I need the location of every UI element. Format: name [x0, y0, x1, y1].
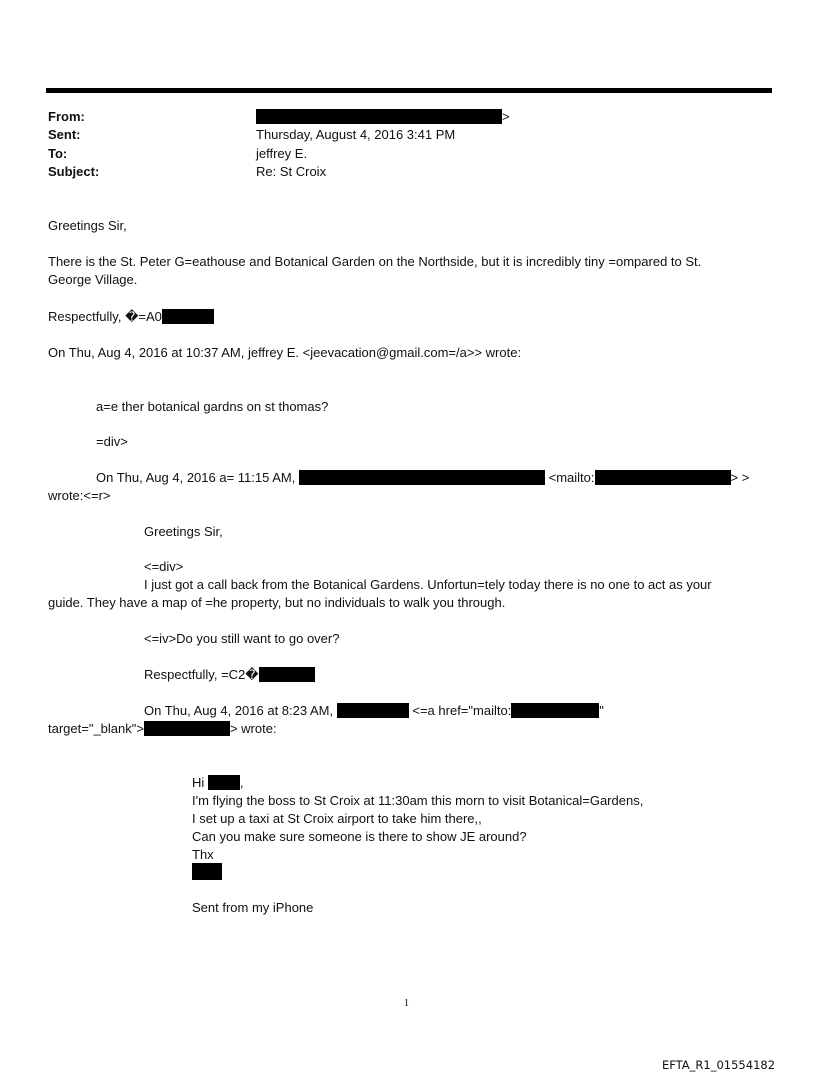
quote-header-2-suffix: > > [730, 470, 750, 485]
redaction-block [256, 109, 502, 124]
redaction-block [595, 470, 731, 485]
paragraph-line-1: There is the St. Peter G=eathouse and Botanical Garden on the Northside, but it is incredibly tiny =ompared to St. [48, 254, 702, 269]
quoted-greeting: Greetings Sir, [144, 524, 223, 539]
quoted-line-2: guide. They have a map of =he property, but no individuals to walk you through. [48, 595, 506, 610]
page-number: 1 [404, 998, 409, 1009]
sign-off-text: Respectfully, �=A0 [48, 309, 162, 324]
quoted-sign-off [144, 666, 315, 683]
redaction-block [208, 775, 240, 790]
redaction-block [162, 309, 214, 324]
redaction-block [299, 470, 545, 485]
quoted-line-1: I just got a call back from the Botanical Gardens. Unfortun=tely today there is no one to act as your [144, 577, 712, 592]
quote-header-2-text: On Thu, Aug 4, 2016 a= 11:15 AM, [96, 470, 296, 485]
comma-text: , [239, 775, 244, 790]
quoted-sign-off-text: Respectfully, =C2� [144, 667, 259, 682]
redaction-block [192, 863, 222, 880]
paragraph-line-2: George Village. [48, 272, 138, 287]
quote-header-2 [96, 469, 749, 486]
quote-header-3-text: On Thu, Aug 4, 2016 at 8:23 AM, [144, 703, 334, 718]
hi-text: Hi [192, 775, 205, 790]
sent-from-iphone: Sent from my iPhone [192, 900, 314, 915]
quote-header-2-wrote: wrote:<=r> [48, 488, 111, 503]
sent-value: Thursday, August 4, 2016 3:41 PM [256, 127, 456, 142]
redaction-block [337, 703, 409, 718]
from-suffix: > [502, 109, 510, 124]
to-label: To: [48, 146, 68, 161]
quoted-signature [192, 863, 222, 881]
redaction-block [511, 703, 599, 718]
from-value [256, 108, 510, 125]
from-label: From: [48, 109, 85, 124]
href-text: <=a href="mailto: [412, 703, 512, 718]
quote-header-3 [144, 702, 604, 719]
redaction-block [144, 721, 230, 736]
mailto-text: <mailto: [548, 470, 595, 485]
bates-number: EFTA_R1_01554182 [662, 1058, 776, 1072]
subject-value: Re: St Croix [256, 164, 327, 179]
quoted-message-line-2: I set up a taxi at St Croix airport to take him there,, [192, 811, 482, 826]
quote-header-1: On Thu, Aug 4, 2016 at 10:37 AM, jeffrey E. <jeevacation@gmail.com=/a>> wrote: [48, 345, 522, 360]
sign-off [48, 308, 214, 325]
quoted-message-line-3: Can you make sure someone is there to show JE around? [192, 829, 527, 844]
quote-mark: " [599, 703, 604, 718]
to-value: jeffrey E. [256, 146, 308, 161]
target-text: target="_blank"> [48, 721, 144, 736]
subject-label: Subject: [48, 164, 100, 179]
quoted-question-2: <=iv>Do you still want to go over? [144, 631, 340, 646]
quote-header-3-target [48, 720, 277, 737]
header-rule [46, 88, 772, 93]
quoted-question: a=e ther botanical gardns on st thomas? [96, 399, 329, 414]
wrote-text: > wrote: [229, 721, 277, 736]
quoted-div-2: <=div> [144, 559, 184, 574]
quoted-thx: Thx [192, 847, 214, 862]
quoted-message-line-1: I'm flying the boss to St Croix at 11:30am this morn to visit Botanical=Gardens, [192, 793, 644, 808]
quoted-div: =div> [96, 434, 128, 449]
sent-label: Sent: [48, 127, 81, 142]
quoted-hi [192, 774, 244, 791]
redaction-block [259, 667, 315, 682]
greeting: Greetings Sir, [48, 218, 127, 233]
